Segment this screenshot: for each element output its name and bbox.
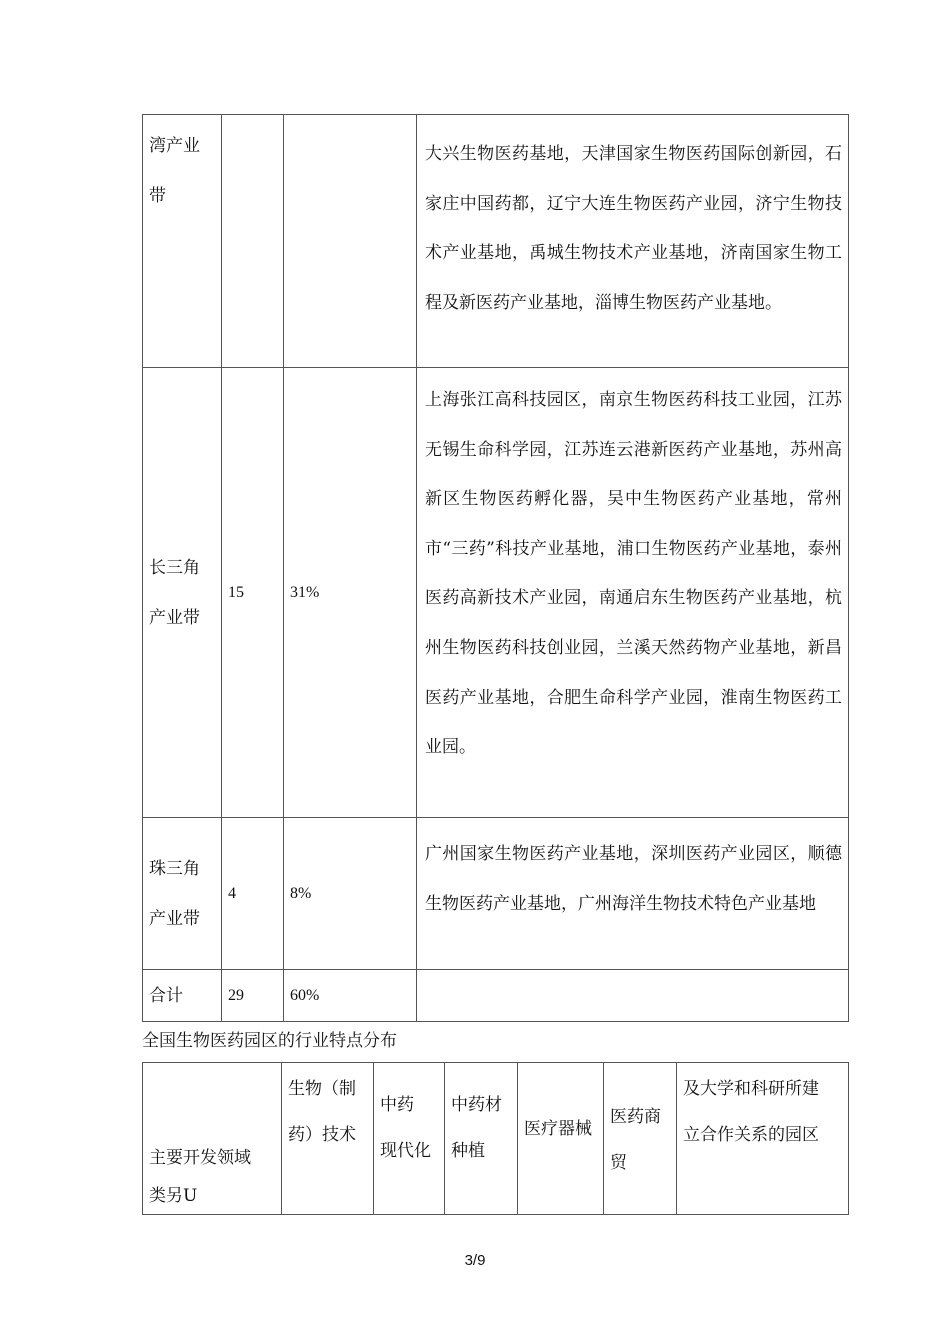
count-cell: 15 (222, 368, 284, 818)
col-tcm-herb: 中药材 种植 (445, 1063, 518, 1215)
col-trade: 医药商 贸 (604, 1063, 677, 1215)
table-row (143, 818, 849, 970)
count-cell (222, 115, 284, 368)
parks-cell: 上海张江高科技园区，南京生物医药科技工业园，江苏无锡生命科学园，江苏连云港新医药产业基地，苏州高新区生物医药孵化器，吴中生物医药产业基地，常州市“三药”科技产业基地，浦口生物医药产业基地，泰州医药高新技术产业园，南通启东生物医药产业基地，杭州生物医药科技创业园，兰溪天然药物产业基地，新昌医药产业基地，合肥生命科学产业园，淮南生物医药工业园。 (417, 368, 849, 818)
region-cell: 珠三角 产业带 (143, 818, 222, 970)
table-caption: 全国生物医药园区的行业特点分布 (142, 1031, 397, 1051)
parks-cell (417, 970, 849, 1022)
col-tcm-modern: 中药 现代化 (374, 1063, 445, 1215)
parks-cell: 广州国家生物医药产业基地，深圳医药产业园区，顺德生物医药产业基地，广州海洋生物技术特色产业基地 (417, 818, 849, 970)
col-biotech: 生物（制 药）技术 (282, 1063, 374, 1215)
percent-cell (284, 115, 417, 368)
col-devices: 医疗器械 (518, 1063, 604, 1215)
percent-cell: 60% (284, 970, 417, 1022)
percent-cell: 8% (284, 818, 417, 970)
percent-cell: 31% (284, 368, 417, 818)
header-label-cell: 主要开发领域 类另U (143, 1063, 282, 1215)
page-number: 3/9 (464, 1252, 486, 1269)
industry-features-table (142, 1062, 849, 1215)
table-row (143, 368, 849, 818)
col-university: 及大学和科研所建 立合作关系的园区 (677, 1063, 849, 1215)
region-cell: 合计 (143, 970, 222, 1022)
parks-cell: 大兴生物医药基地，天津国家生物医药国际创新园，石家庄中国药都，辽宁大连生物医药产业园，济宁生物技术产业基地，禹城生物技术产业基地，济南国家生物工程及新医药产业基地，淄博生物医药产业基地。 (417, 115, 849, 368)
regional-parks-table (142, 114, 849, 1022)
count-cell: 4 (222, 818, 284, 970)
table-row (143, 970, 849, 1022)
region-cell: 长三角 产业带 (143, 368, 222, 818)
table-row (143, 1063, 849, 1215)
count-cell: 29 (222, 970, 284, 1022)
table-row (143, 115, 849, 368)
region-cell: 湾产业 带 (143, 115, 222, 368)
